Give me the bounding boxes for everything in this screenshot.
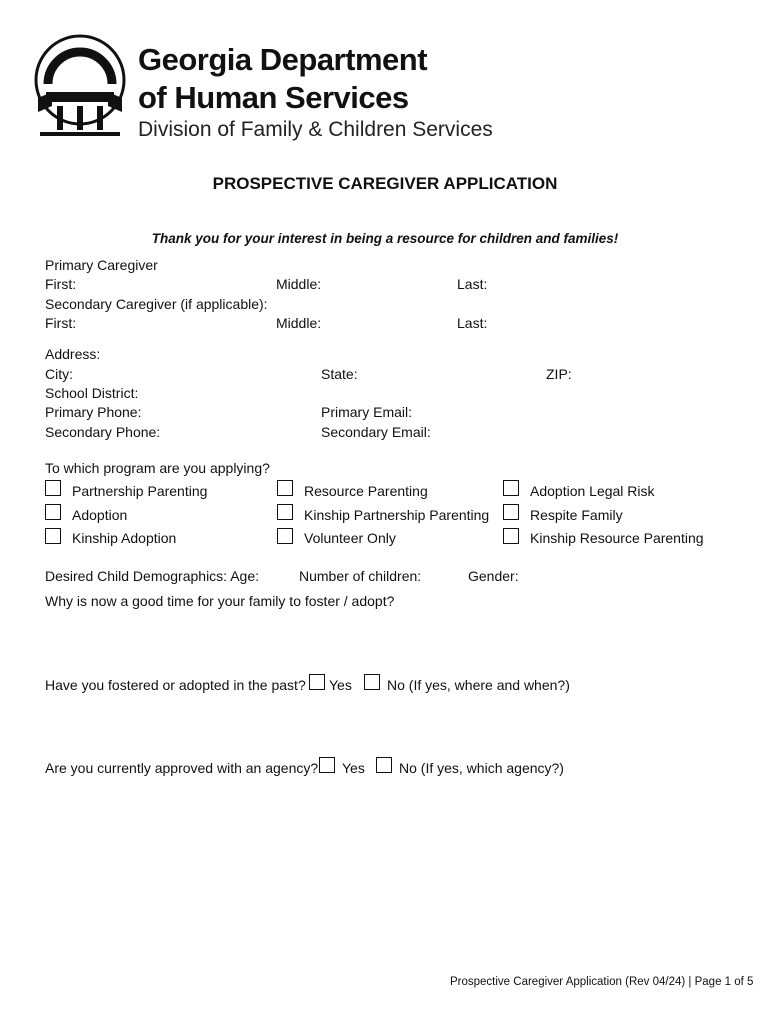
checkbox-resource-parenting[interactable] [277, 480, 293, 496]
program-label-respite-family: Respite Family [530, 507, 623, 523]
secondary-first-label: First: [45, 315, 77, 331]
fostered-question: Have you fostered or adopted in the past? [45, 677, 306, 693]
checkbox-kinship-resource-parenting[interactable] [503, 528, 519, 544]
primary-first-label: First: [45, 276, 77, 292]
number-of-children-label: Number of children: [299, 568, 422, 584]
zip-label: ZIP: [546, 366, 572, 382]
address-label: Address: [45, 346, 101, 362]
secondary-email-label: Secondary Email: [321, 424, 431, 440]
secondary-middle-label: Middle: [276, 315, 322, 331]
program-label-adoption-legal-risk: Adoption Legal Risk [530, 483, 655, 499]
program-label-kinship-resource-parenting: Kinship Resource Parenting [530, 530, 704, 546]
program-label-partnership-parenting: Partnership Parenting [72, 483, 208, 499]
checkbox-respite-family[interactable] [503, 504, 519, 520]
program-label-resource-parenting: Resource Parenting [304, 483, 428, 499]
checkbox-fostered-yes[interactable] [309, 674, 325, 690]
fostered-yes-label: Yes [329, 677, 352, 693]
page-footer: Prospective Caregiver Application (Rev 04/24) | Page 1 of 5 [450, 976, 754, 988]
agency-yes-label: Yes [342, 760, 365, 776]
demographics-age-label: Desired Child Demographics: Age: [45, 568, 259, 584]
primary-last-label: Last: [457, 276, 488, 292]
checkbox-adoption[interactable] [45, 504, 61, 520]
program-label-kinship-adoption: Kinship Adoption [72, 530, 177, 546]
checkbox-agency-no[interactable] [376, 757, 392, 773]
agency-question: Are you currently approved with an agency? [45, 760, 319, 776]
agency-no-label: No (If yes, which agency?) [399, 760, 564, 776]
gender-label: Gender: [468, 568, 519, 584]
fostered-no-label: No (If yes, where and when?) [387, 677, 570, 693]
program-question: To which program are you applying? [45, 460, 270, 476]
why-now-question: Why is now a good time for your family to foster / adopt? [45, 593, 395, 609]
school-district-label: School District: [45, 385, 139, 401]
intro-text: Thank you for your interest in being a resource for children and families! [151, 231, 619, 246]
primary-caregiver-label: Primary Caregiver [45, 257, 158, 273]
form-title: PROSPECTIVE CAREGIVER APPLICATION [212, 174, 558, 193]
division-name: Division of Family & Children Services [138, 118, 493, 141]
primary-middle-label: Middle: [276, 276, 322, 292]
secondary-phone-label: Secondary Phone: [45, 424, 161, 440]
program-label-adoption: Adoption [72, 507, 128, 523]
program-label-kinship-partnership-parenting: Kinship Partnership Parenting [304, 507, 490, 523]
primary-email-label: Primary Email: [321, 404, 413, 420]
checkbox-adoption-legal-risk[interactable] [503, 480, 519, 496]
checkbox-kinship-adoption[interactable] [45, 528, 61, 544]
state-label: State: [321, 366, 358, 382]
org-name-line1: Georgia Department [138, 42, 428, 77]
program-label-volunteer-only: Volunteer Only [304, 530, 396, 546]
checkbox-fostered-no[interactable] [364, 674, 380, 690]
checkbox-agency-yes[interactable] [319, 757, 335, 773]
secondary-last-label: Last: [457, 315, 488, 331]
secondary-caregiver-label: Secondary Caregiver (if applicable): [45, 296, 268, 312]
checkbox-volunteer-only[interactable] [277, 528, 293, 544]
dhs-logo [30, 32, 130, 142]
checkbox-kinship-partnership-parenting[interactable] [277, 504, 293, 520]
checkbox-partnership-parenting[interactable] [45, 480, 61, 496]
city-label: City: [45, 366, 73, 382]
org-name-line2: of Human Services [138, 80, 409, 115]
primary-phone-label: Primary Phone: [45, 404, 142, 420]
